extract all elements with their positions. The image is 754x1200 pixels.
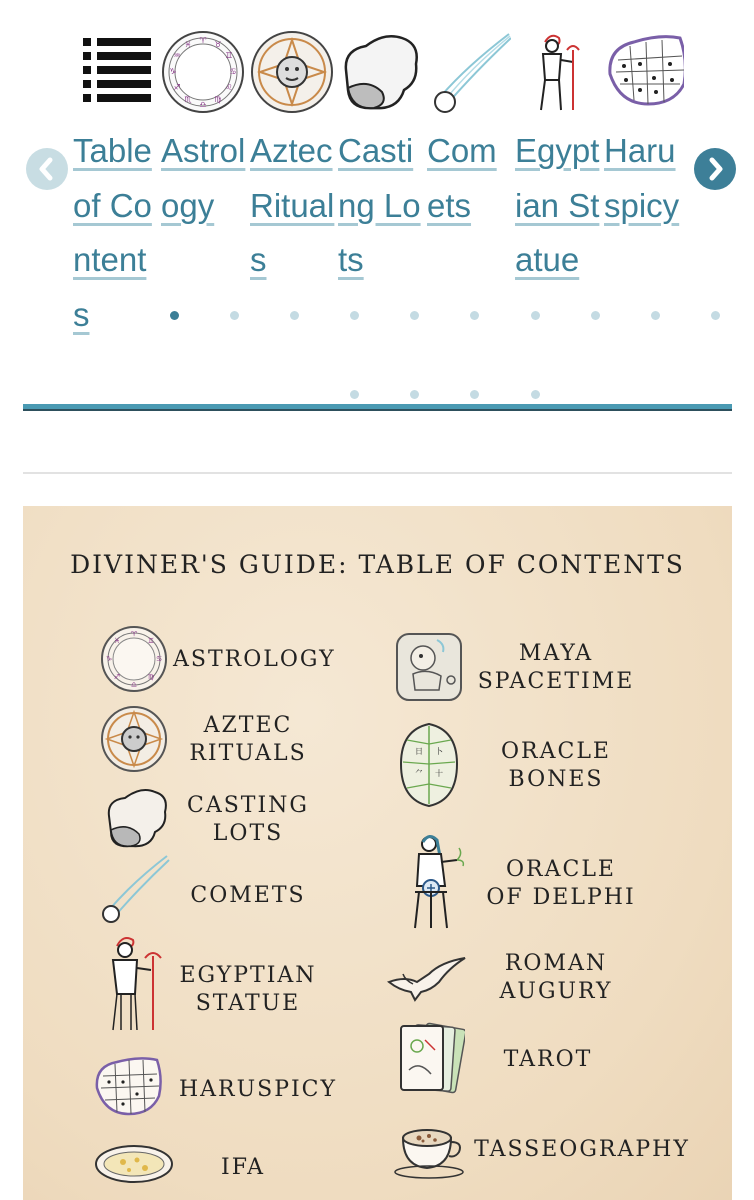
svg-text:♍: ♍ — [147, 673, 155, 681]
slide-link[interactable]: Aztec Rituals — [250, 132, 335, 278]
bird-icon — [385, 954, 467, 1002]
svg-text:♑: ♑ — [169, 67, 177, 76]
tarot-cards-icon — [395, 1020, 465, 1096]
svg-text:♑: ♑ — [105, 655, 113, 663]
slide-link[interactable]: Egyptian Statue — [515, 132, 600, 278]
guide-entry-tasseography: TASSEOGRAPHY — [474, 1137, 690, 1162]
chevron-left-icon — [37, 157, 57, 181]
pagination-dot[interactable] — [410, 390, 419, 399]
slide-link[interactable]: Haruspicy — [604, 132, 680, 224]
guide-entry-comets: COMETS — [190, 883, 306, 908]
pagination-dot[interactable] — [230, 311, 239, 320]
pagination-dot[interactable] — [531, 311, 540, 320]
stone-icon — [103, 784, 169, 850]
svg-text:♋: ♋ — [229, 67, 237, 76]
slide-link[interactable]: Astrology — [161, 132, 246, 224]
svg-text:♎: ♎ — [130, 681, 138, 689]
svg-text:♊: ♊ — [147, 637, 155, 645]
carousel — [0, 0, 754, 420]
divider-light — [23, 472, 732, 474]
guide-entry-oracle-bones: ORACLE BONES — [501, 739, 611, 792]
slide-link[interactable]: Comets — [427, 132, 497, 224]
pagination-dot[interactable] — [350, 390, 359, 399]
guide-entry-maya-spacetime: MAYA SPACETIME — [477, 641, 635, 694]
teacup-icon — [393, 1118, 475, 1180]
guide-entry-astrology: ASTROLOGY — [173, 647, 336, 672]
stone-icon — [338, 30, 422, 114]
svg-text:♏: ♏ — [184, 95, 192, 104]
carousel-slide-astrology[interactable] — [161, 30, 249, 233]
ifa-tray-icon — [93, 1140, 175, 1186]
svg-text:♓: ♓ — [113, 637, 121, 645]
pagination-dot[interactable] — [470, 311, 479, 320]
svg-text:十: 十 — [435, 769, 443, 778]
svg-text:♐: ♐ — [113, 673, 121, 681]
pagination-dot[interactable] — [711, 311, 720, 320]
guide-entry-aztec-rituals: AZTEC RITUALS — [189, 713, 307, 766]
aztec-calendar-icon — [99, 704, 169, 774]
carousel-slide-table-of-contents[interactable] — [73, 30, 161, 342]
pagination-dot[interactable] — [410, 311, 419, 320]
pagination-dot[interactable] — [290, 311, 299, 320]
pagination-dot[interactable] — [531, 390, 540, 399]
svg-text:♓: ♓ — [184, 40, 192, 49]
carousel-slide-haruspicy[interactable] — [604, 30, 684, 233]
svg-text:⺈: ⺈ — [415, 769, 423, 778]
svg-text:♒: ♒ — [173, 51, 181, 60]
slide-link[interactable]: Casting Lots — [338, 132, 421, 278]
list-icon — [73, 30, 157, 114]
carousel-next-button[interactable] — [694, 148, 736, 190]
carousel-slide-aztec-rituals[interactable] — [250, 30, 338, 288]
zodiac-wheel-icon — [161, 30, 245, 114]
liver-icon — [93, 1054, 163, 1118]
pagination-dot[interactable] — [591, 311, 600, 320]
svg-text:日: 日 — [415, 747, 423, 756]
svg-text:♊: ♊ — [225, 51, 233, 60]
carousel-slide-casting-lots[interactable] — [338, 30, 426, 288]
carousel-prev-button[interactable] — [26, 148, 68, 190]
guide-entry-egyptian-statue: EGYPTIAN STATUE — [179, 963, 317, 1016]
pagination-dot[interactable] — [651, 311, 660, 320]
comet-icon — [427, 30, 511, 114]
guide-entry-haruspicy: HARUSPICY — [178, 1077, 338, 1102]
svg-text:♈: ♈ — [199, 36, 207, 45]
svg-text:卜: 卜 — [435, 747, 443, 756]
egyptian-statue-icon — [515, 30, 599, 114]
svg-text:♎: ♎ — [199, 100, 207, 109]
turtle-shell-icon — [397, 720, 461, 810]
pagination-dot[interactable] — [350, 311, 359, 320]
maya-glyph-icon — [393, 630, 465, 704]
aztec-calendar-icon — [250, 30, 334, 114]
egyptian-statue-icon — [101, 932, 171, 1032]
guide-entry-oracle-of-delphi: ORACLE OF DELPHI — [486, 857, 636, 910]
comet-icon — [97, 852, 171, 926]
carousel-slide-comets[interactable] — [427, 30, 515, 233]
guide-entry-ifa: IFA — [221, 1155, 265, 1180]
pagination-dot[interactable] — [470, 390, 479, 399]
svg-text:♈: ♈ — [130, 630, 138, 638]
svg-text:♋: ♋ — [155, 655, 163, 663]
chevron-right-icon — [705, 157, 725, 181]
slide-link[interactable]: Table of Contents — [73, 132, 152, 333]
carousel-slide-egyptian-statue[interactable] — [515, 30, 603, 288]
zodiac-wheel-icon — [99, 624, 169, 694]
svg-text:♍: ♍ — [214, 95, 222, 104]
guide-entry-roman-augury: ROMAN AUGURY — [499, 951, 613, 1004]
oracle-priestess-icon — [401, 832, 465, 930]
divider-dark — [23, 409, 732, 411]
svg-text:♉: ♉ — [214, 40, 222, 49]
liver-icon — [604, 30, 684, 114]
svg-text:♌: ♌ — [225, 83, 233, 92]
guide-entry-casting-lots: CASTING LOTS — [187, 793, 309, 846]
guide-title: DIVINER'S GUIDE: TABLE OF CONTENTS — [70, 550, 685, 579]
pagination-dot[interactable] — [170, 311, 179, 320]
diviners-guide-image — [23, 506, 732, 1200]
svg-text:♐: ♐ — [173, 83, 181, 92]
guide-entry-tarot: TAROT — [503, 1047, 593, 1072]
